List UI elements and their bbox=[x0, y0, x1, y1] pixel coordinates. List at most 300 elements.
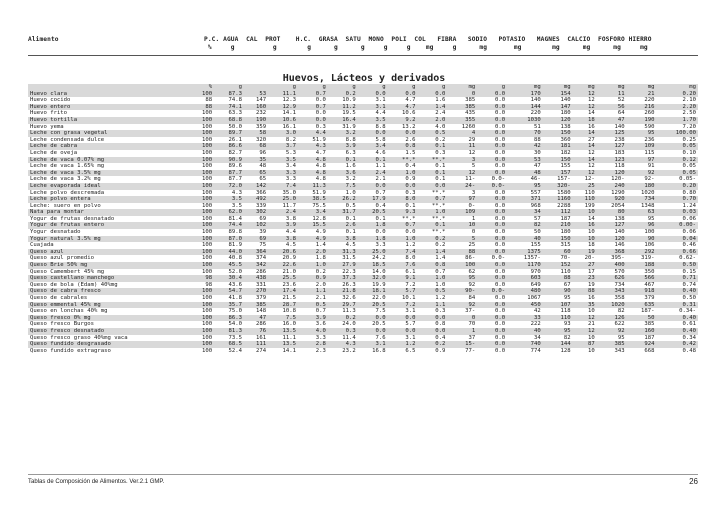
food-name-cell: Leche de oveja bbox=[30, 149, 78, 156]
value-cell: 3.8 bbox=[285, 215, 296, 222]
value-cell: 41.8 bbox=[228, 295, 242, 301]
value-cell: 3.2 bbox=[328, 130, 358, 137]
value-cell: 0.1 bbox=[328, 157, 358, 164]
value-cell: 23.2 bbox=[342, 347, 356, 354]
value-cell: **.* bbox=[417, 157, 447, 164]
table-row bbox=[28, 190, 698, 197]
value-cell: 32.6 bbox=[342, 295, 356, 301]
value-cell: % bbox=[190, 84, 214, 91]
value-cell: 11.3 bbox=[298, 183, 328, 190]
table-row bbox=[28, 295, 698, 302]
food-name-cell: Queso fresco graso 40%mg vaca bbox=[30, 334, 128, 341]
value-cell: 100 bbox=[202, 321, 213, 328]
value-cell: 187 bbox=[560, 215, 571, 222]
value-cell: 100 bbox=[190, 183, 214, 190]
value-cell: **.* bbox=[431, 229, 446, 236]
value-cell: 0.4 bbox=[375, 202, 386, 209]
food-table bbox=[28, 84, 698, 354]
value-cell: 150 bbox=[543, 130, 573, 137]
table-row bbox=[28, 328, 698, 335]
value-cell: 0.06 bbox=[682, 229, 696, 236]
value-cell: 2054 bbox=[611, 202, 625, 209]
food-name-cell: Leche de cabra bbox=[28, 143, 190, 150]
value-cell: 110 bbox=[584, 189, 595, 196]
value-cell: 50 bbox=[533, 229, 541, 236]
header-alimento: Alimento bbox=[28, 36, 59, 43]
value-cell: 20- bbox=[584, 255, 595, 262]
table-row bbox=[28, 275, 698, 282]
value-cell: 0.0 bbox=[388, 315, 418, 322]
value-cell: 14 bbox=[573, 130, 597, 137]
value-cell: 0.0 bbox=[494, 110, 506, 117]
value-cell: 2.8 bbox=[298, 341, 328, 348]
value-cell: 0.05 bbox=[682, 163, 696, 170]
value-cell: 53 bbox=[244, 91, 268, 98]
value-cell: 5.8 bbox=[375, 136, 386, 143]
value-cell: 11- bbox=[465, 176, 476, 183]
value-cell: 110 bbox=[573, 196, 597, 203]
value-cell: 0.0 bbox=[388, 183, 418, 190]
value-cell: 3.3 bbox=[315, 334, 326, 341]
value-cell: 968 bbox=[530, 202, 541, 209]
value-cell: 0.66 bbox=[656, 249, 698, 256]
food-name-cell: Nata para montar bbox=[28, 209, 190, 216]
value-cell: 9.1 bbox=[388, 275, 418, 282]
value-cell: 100 bbox=[202, 176, 213, 183]
value-cell: 81.3 bbox=[214, 328, 244, 335]
value-cell: 0.3 bbox=[405, 189, 416, 196]
value-cell: 0.0 bbox=[494, 229, 506, 236]
value-cell: 3.3 bbox=[375, 242, 386, 249]
value-cell: 20.5 bbox=[358, 302, 388, 309]
value-cell: 220 bbox=[644, 97, 655, 104]
value-cell: 100 bbox=[190, 130, 214, 137]
value-cell: 69 bbox=[244, 236, 268, 243]
value-cell: 0.34 bbox=[682, 334, 696, 341]
value-cell: 0.0 bbox=[358, 130, 388, 137]
value-cell: 0.0 bbox=[477, 341, 507, 348]
value-cell: 80 bbox=[597, 209, 627, 216]
value-cell: 0.0 bbox=[477, 275, 507, 282]
value-cell: 3.1 bbox=[405, 308, 416, 315]
value-cell: 0.0 bbox=[494, 149, 506, 156]
value-cell: 0.0 bbox=[477, 143, 507, 150]
value-cell: 187- bbox=[640, 308, 655, 315]
value-cell: 385 bbox=[244, 302, 268, 309]
value-cell: 88 bbox=[573, 288, 597, 295]
value-cell: 40 bbox=[507, 328, 543, 335]
food-name-cell: Huevo entero bbox=[28, 104, 190, 111]
value-cell: 319- bbox=[640, 255, 655, 262]
value-cell: 438 bbox=[244, 275, 268, 282]
value-cell: 9.3 bbox=[388, 209, 418, 216]
value-cell: 21 bbox=[627, 91, 657, 98]
value-cell: 92- bbox=[644, 176, 655, 183]
value-cell: 14.1 bbox=[282, 110, 296, 117]
value-cell: 0.25 bbox=[682, 136, 696, 143]
value-cell: 100 bbox=[190, 117, 214, 124]
value-cell: 2.4 bbox=[358, 170, 388, 177]
value-cell: 144 bbox=[543, 341, 573, 348]
value-cell: 12 bbox=[587, 163, 595, 170]
food-name-cell bbox=[28, 84, 190, 91]
value-cell: 39 bbox=[259, 229, 267, 236]
value-cell: 0.4 bbox=[435, 334, 446, 341]
value-cell: 0.31 bbox=[656, 302, 698, 309]
value-cell: 87.0 bbox=[214, 236, 244, 243]
value-cell: 3.4 bbox=[298, 209, 328, 216]
value-cell: 7.5 bbox=[328, 183, 358, 190]
value-cell: 35 bbox=[573, 302, 597, 309]
value-cell: 4.5 bbox=[345, 242, 356, 249]
value-cell: 1.0 bbox=[345, 189, 356, 196]
value-cell: 260 bbox=[644, 110, 655, 117]
value-cell: 12.8 bbox=[312, 215, 326, 222]
value-cell: 98 bbox=[190, 275, 214, 282]
value-cell: 87.7 bbox=[228, 176, 242, 183]
value-cell: 140 bbox=[530, 97, 541, 104]
food-name-cell: Leche polvo entera bbox=[28, 196, 190, 203]
value-cell: 0.9 bbox=[435, 347, 446, 354]
table-row bbox=[28, 236, 698, 243]
value-cell: 92 bbox=[468, 281, 476, 288]
value-cell: 2.6 bbox=[328, 222, 358, 229]
value-cell: 109 bbox=[627, 143, 657, 150]
value-cell: 0.9 bbox=[405, 176, 416, 183]
value-cell: 53 bbox=[507, 157, 543, 164]
value-cell: 0.7 bbox=[435, 268, 446, 275]
value-cell: 4.4 bbox=[285, 229, 296, 236]
value-cell: 17 bbox=[587, 268, 595, 275]
value-cell: 89.8 bbox=[228, 229, 242, 236]
value-cell: 0.0 bbox=[477, 130, 507, 137]
value-cell: 0.0 bbox=[417, 328, 447, 335]
value-cell: 81.4 bbox=[228, 215, 242, 222]
value-cell: 924 bbox=[627, 341, 657, 348]
value-cell: 0.61 bbox=[682, 321, 696, 328]
value-cell: 27 bbox=[587, 136, 595, 143]
value-cell: 626 bbox=[597, 275, 627, 282]
value-cell: 286 bbox=[255, 321, 267, 328]
value-cell: g bbox=[358, 84, 388, 91]
value-cell: 20.6 bbox=[268, 249, 298, 256]
value-cell: 10.8 bbox=[282, 308, 296, 315]
value-cell: 342 bbox=[244, 262, 268, 269]
value-cell: 1.1 bbox=[417, 302, 447, 309]
value-cell: 199 bbox=[584, 202, 595, 209]
value-cell: 0.0 bbox=[494, 97, 506, 104]
value-cell: 82.7 bbox=[228, 149, 242, 156]
value-cell: 38.5 bbox=[298, 196, 328, 203]
value-cell: 0.8 bbox=[388, 143, 418, 150]
value-cell: 0.7 bbox=[298, 104, 328, 111]
value-cell: 4.9 bbox=[315, 229, 326, 236]
value-cell: 0.2 bbox=[328, 315, 358, 322]
value-cell: 50.0 bbox=[228, 123, 242, 130]
food-name-cell: Queso fundido extragraso bbox=[30, 347, 111, 354]
value-cell: 150 bbox=[543, 236, 573, 243]
food-name-cell: Queso fresco desnatado bbox=[28, 328, 190, 335]
value-cell: 110 bbox=[560, 268, 571, 275]
value-cell: 358 bbox=[614, 295, 625, 301]
value-cell: 100.00 bbox=[656, 130, 698, 137]
food-name-cell: Queso de cabra fresco bbox=[28, 288, 190, 295]
table-row bbox=[28, 282, 698, 289]
value-cell: 95 bbox=[563, 295, 571, 301]
value-cell: 0.7 bbox=[388, 222, 418, 229]
value-cell: 42 bbox=[507, 143, 543, 150]
value-cell: 4.8 bbox=[298, 157, 328, 164]
value-cell: 100 bbox=[202, 308, 213, 315]
value-cell: 450 bbox=[507, 302, 543, 309]
value-cell: 0.0- bbox=[491, 176, 506, 183]
value-cell: 95 bbox=[647, 215, 655, 222]
food-name-cell: Leche condensada dulce bbox=[30, 136, 105, 143]
value-cell: 100 bbox=[190, 262, 214, 269]
value-cell: 3.5 bbox=[214, 196, 244, 203]
value-cell: 100 bbox=[202, 110, 213, 117]
value-cell: 0.80 bbox=[682, 189, 696, 196]
value-cell: 649 bbox=[530, 281, 541, 288]
value-cell: 68.8 bbox=[214, 117, 244, 124]
value-cell: 75.5 bbox=[312, 202, 326, 209]
food-name-cell: Queso fundido desgrasado bbox=[28, 341, 190, 348]
value-cell: 0.20 bbox=[656, 183, 698, 190]
table-row bbox=[28, 176, 698, 183]
value-cell: 734 bbox=[627, 196, 657, 203]
value-cell: 0.0 bbox=[494, 295, 506, 301]
value-cell: 100 bbox=[202, 229, 213, 236]
value-cell: 160 bbox=[244, 104, 268, 111]
value-cell: 0.0 bbox=[417, 315, 447, 322]
table-row bbox=[28, 124, 698, 131]
value-cell: 0.0- bbox=[477, 183, 507, 190]
value-cell: 100 bbox=[644, 229, 655, 236]
value-cell: 480 bbox=[507, 288, 543, 295]
value-cell: 12 bbox=[468, 149, 476, 156]
value-cell: 570 bbox=[614, 268, 625, 275]
value-cell: mg bbox=[597, 84, 627, 91]
value-cell: 35.0 bbox=[282, 189, 296, 196]
value-cell: 4.3 bbox=[298, 143, 328, 150]
value-cell: 4.6 bbox=[375, 149, 386, 156]
value-cell: 11.2 bbox=[328, 104, 358, 111]
value-cell: 100 bbox=[202, 163, 213, 170]
value-cell: 3.1 bbox=[375, 97, 386, 104]
value-cell: 0.0 bbox=[358, 183, 388, 190]
value-cell: 180 bbox=[627, 183, 657, 190]
value-cell: 0.10 bbox=[682, 149, 696, 156]
value-cell: 180 bbox=[560, 110, 571, 117]
value-cell: g bbox=[417, 84, 447, 91]
food-name-cell: Queso de bola (Edam) 40%mg bbox=[30, 281, 118, 288]
value-cell: 734 bbox=[614, 281, 625, 288]
value-cell: 37- bbox=[465, 308, 476, 315]
value-cell: 62.0 bbox=[214, 209, 244, 216]
value-cell: 12 bbox=[573, 104, 597, 111]
value-cell: 70 bbox=[507, 130, 543, 137]
value-cell: 82 bbox=[617, 308, 625, 315]
value-cell: 379 bbox=[255, 295, 267, 301]
value-cell: 0.1 bbox=[435, 176, 446, 183]
table-row bbox=[28, 315, 698, 322]
food-name-cell: Queso castellano manchego bbox=[28, 275, 190, 282]
value-cell: 0.0 bbox=[298, 117, 328, 124]
value-cell: 4.0 bbox=[435, 123, 446, 130]
food-name-cell: Leche de vaca 0.07% mg bbox=[28, 157, 190, 164]
value-cell: 374 bbox=[255, 255, 267, 262]
value-cell: 82 bbox=[563, 334, 571, 341]
value-cell: 100 bbox=[202, 136, 213, 143]
value-cell: 128 bbox=[560, 347, 571, 354]
value-cell: 0.0 bbox=[494, 268, 506, 275]
value-cell: 3.8 bbox=[328, 236, 358, 243]
value-cell: 0.0 bbox=[477, 315, 507, 322]
value-cell: 150 bbox=[543, 157, 573, 164]
value-cell: 4.5 bbox=[285, 242, 296, 249]
value-cell: 1.8 bbox=[358, 222, 388, 229]
value-cell: 15- bbox=[447, 341, 477, 348]
value-cell: 0.05- bbox=[679, 176, 696, 183]
value-cell: 67 bbox=[563, 281, 571, 288]
value-cell: 10.1 bbox=[401, 295, 416, 301]
value-cell: 0.0 bbox=[477, 222, 507, 229]
value-cell: 0.0 bbox=[477, 328, 507, 335]
value-cell: 0.1 bbox=[405, 202, 416, 209]
value-cell: 2.10 bbox=[682, 97, 696, 104]
value-cell: 22.0 bbox=[372, 295, 386, 301]
food-name-cell: Queso en lonchas 40% mg bbox=[30, 308, 108, 315]
value-cell: 20.5 bbox=[358, 209, 388, 216]
value-cell: 5.7 bbox=[405, 321, 416, 328]
value-cell: 435 bbox=[465, 110, 476, 117]
value-cell: 8.0 bbox=[388, 196, 418, 203]
value-cell: 0.06 bbox=[682, 215, 696, 222]
value-cell: 3.4 bbox=[285, 163, 296, 170]
value-cell: 0.1 bbox=[375, 215, 386, 222]
value-cell: 140 bbox=[560, 97, 571, 104]
table-row bbox=[28, 97, 698, 104]
table-row bbox=[28, 110, 698, 117]
value-cell: 2288 bbox=[557, 202, 571, 209]
value-cell: 0.0 bbox=[477, 209, 507, 216]
value-cell: 35 bbox=[244, 157, 268, 164]
value-cell: 0.40 bbox=[656, 288, 698, 295]
value-cell: 58 bbox=[244, 130, 268, 137]
value-cell: 0.50 bbox=[682, 295, 696, 301]
value-cell: 350 bbox=[644, 268, 655, 275]
value-cell: 70- bbox=[560, 255, 571, 262]
value-cell: 12 bbox=[573, 315, 597, 322]
value-cell: 292 bbox=[627, 249, 657, 256]
value-cell: 62 bbox=[468, 268, 476, 275]
value-cell: 0.3 bbox=[435, 308, 446, 315]
value-cell: 0.0 bbox=[417, 91, 447, 98]
value-cell: 20.9 bbox=[282, 255, 296, 262]
value-cell: 14.0 bbox=[372, 268, 386, 275]
value-cell: 22.6 bbox=[268, 262, 298, 269]
value-cell: 14 bbox=[587, 110, 595, 117]
value-cell: 82 bbox=[507, 222, 543, 229]
value-cell: 47 bbox=[597, 117, 627, 124]
value-cell: 75.0 bbox=[228, 308, 242, 315]
value-cell: 54.7 bbox=[214, 288, 244, 295]
value-cell: 118 bbox=[614, 163, 625, 170]
value-cell: 31.7 bbox=[328, 209, 358, 216]
value-cell: 23 bbox=[573, 275, 597, 282]
value-cell: 91 bbox=[647, 163, 655, 170]
value-cell: 0.7 bbox=[375, 189, 386, 196]
food-name-cell: Leche con grasa vegetal bbox=[28, 130, 190, 137]
value-cell: 557 bbox=[530, 189, 541, 196]
footer-divider bbox=[28, 474, 698, 475]
table-row bbox=[28, 348, 698, 355]
value-cell: 3.5 bbox=[231, 202, 242, 209]
value-cell: 40 bbox=[507, 236, 543, 243]
value-cell: 44.0 bbox=[214, 249, 244, 256]
value-cell: 126 bbox=[597, 315, 627, 322]
value-cell: 0.42 bbox=[656, 341, 698, 348]
value-cell: 0.0 bbox=[358, 328, 388, 335]
value-cell: 92 bbox=[627, 170, 657, 177]
value-cell: 331 bbox=[255, 281, 267, 288]
table-row bbox=[28, 288, 698, 295]
food-name-cell: Queso de cabrales bbox=[30, 295, 88, 301]
value-cell: 4.7 bbox=[405, 97, 416, 104]
value-cell: 339 bbox=[255, 202, 267, 209]
value-cell: 0.2 bbox=[417, 341, 447, 348]
value-cell: 10 bbox=[447, 222, 477, 229]
table-row bbox=[28, 269, 698, 276]
table-row bbox=[28, 117, 698, 124]
value-cell: 1.70 bbox=[656, 117, 698, 124]
value-cell: 0.0 bbox=[494, 281, 506, 288]
value-cell: 100 bbox=[202, 189, 213, 196]
table-row bbox=[28, 242, 698, 249]
value-cell: 54.0 bbox=[228, 321, 242, 328]
table-row bbox=[28, 91, 698, 98]
value-cell: 1.1 bbox=[298, 288, 328, 295]
value-cell: 100 bbox=[202, 268, 213, 275]
value-cell: 10 bbox=[587, 347, 595, 354]
value-cell: 100 bbox=[190, 222, 214, 229]
table-row bbox=[28, 170, 698, 177]
value-cell: 109 bbox=[447, 209, 477, 216]
value-cell: **.* bbox=[401, 215, 416, 222]
value-cell: 16.8 bbox=[372, 347, 386, 354]
value-cell: 635 bbox=[627, 302, 657, 309]
value-cell: 2.50 bbox=[682, 110, 696, 117]
value-cell: 0.40 bbox=[656, 328, 698, 335]
value-cell: 2.6 bbox=[405, 136, 416, 143]
value-cell: 88 bbox=[533, 136, 541, 143]
value-cell: 0.5 bbox=[345, 202, 356, 209]
value-cell: 366 bbox=[255, 189, 267, 196]
value-cell: 115 bbox=[644, 149, 655, 156]
value-cell bbox=[244, 84, 268, 91]
value-cell: 4.7 bbox=[315, 149, 326, 156]
value-cell: g bbox=[328, 84, 358, 91]
value-cell: 170 bbox=[507, 91, 543, 98]
value-cell: 187 bbox=[644, 334, 655, 341]
value-cell: 0.0 bbox=[417, 183, 447, 190]
value-cell: 90.9 bbox=[214, 157, 244, 164]
value-cell: 26.1 bbox=[228, 136, 242, 143]
value-cell: 0.04 bbox=[656, 236, 698, 243]
value-cell: 160 bbox=[627, 328, 657, 335]
value-cell: 12.3 bbox=[282, 97, 296, 104]
value-cell: 4.7 bbox=[388, 104, 418, 111]
